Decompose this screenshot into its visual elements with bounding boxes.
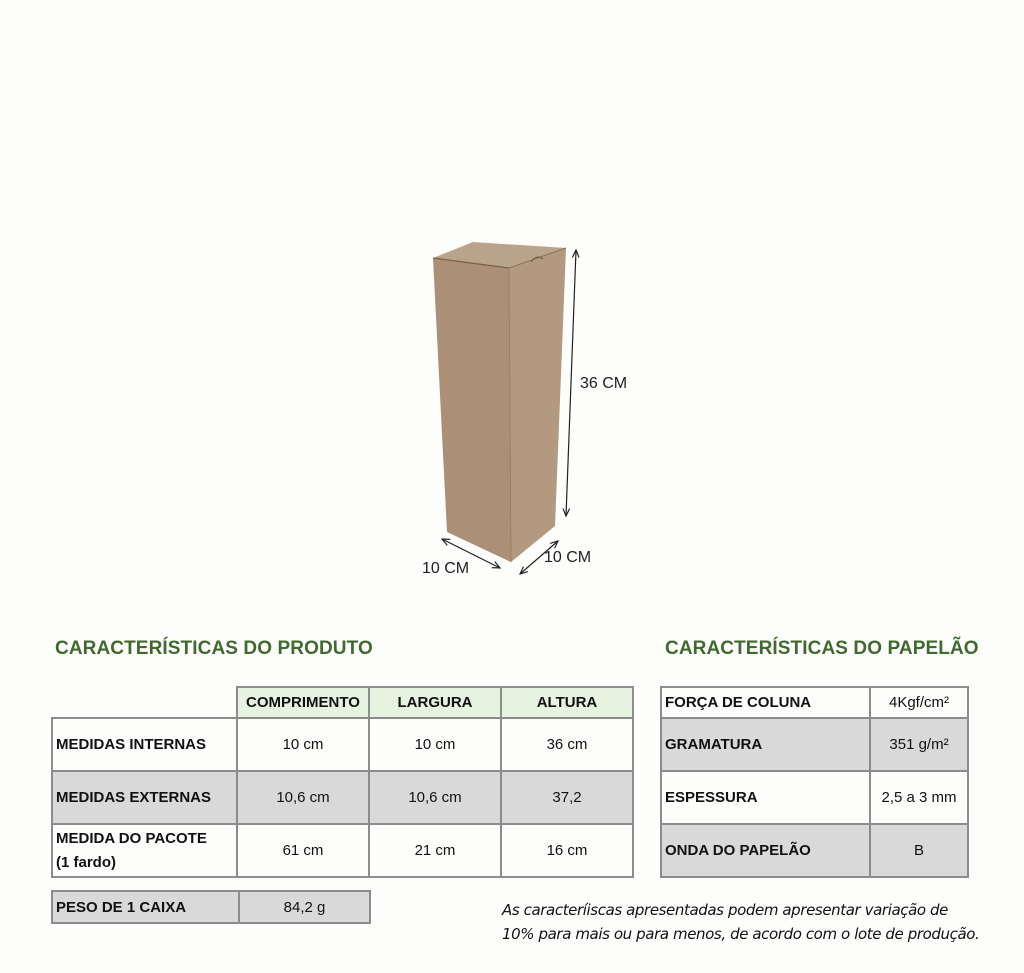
col-header-largura: LARGURA [369,687,501,718]
row-label: GRAMATURA [661,718,870,771]
table-row [661,687,968,718]
box-front-face [433,258,511,562]
weight-table [51,890,371,924]
table-row [52,718,633,771]
row-label: MEDIDAS EXTERNAS [52,771,237,824]
cell-value: 21 cm [369,824,501,877]
cell-value: 36 cm [501,718,633,771]
row-label-line2: (1 fardo) [56,853,116,871]
product-section-title: CARACTERÍSTICAS DO PRODUTO [55,638,373,659]
cell-value: 2,5 a 3 mm [870,771,968,824]
product-table [51,686,634,878]
cardboard-section-title: CARACTERÍSTICAS DO PAPELÃO [665,638,979,659]
height-label: 36 CM [580,375,628,392]
cell-value: 4Kgf/cm² [870,687,968,718]
cell-value: 16 cm [501,824,633,877]
box-side-face [509,248,566,562]
table-row [52,824,633,877]
disclaimer-note [502,898,1002,946]
width-right-label: 10 CM [544,549,592,566]
cell-value: 10,6 cm [369,771,501,824]
table-row [52,771,633,824]
height-dimension-line [566,250,576,516]
row-label: FORÇA DE COLUNA [661,687,870,718]
col-header-altura: ALTURA [501,687,633,718]
table-row [661,771,968,824]
cell-value: 37,2 [501,771,633,824]
weight-label: PESO DE 1 CAIXA [52,891,239,923]
row-label-line1: MEDIDA DO PACOTE [56,829,207,847]
cell-value: 10 cm [369,718,501,771]
row-label: ONDA DO PAPELÃO [661,824,870,877]
width-left-label: 10 CM [422,560,470,577]
col-header-comprimento: COMPRIMENTO [237,687,369,718]
cell-value: 10,6 cm [237,771,369,824]
table-row [661,824,968,877]
cell-value: 351 g/m² [870,718,968,771]
table-row [661,718,968,771]
note-line1: As caracteríiscas apresentadas podem apresentar variação de [502,901,948,919]
note-line2: 10% para mais ou para menos, de acordo com o lote de produção. [502,925,980,943]
cell-value: 61 cm [237,824,369,877]
row-label [52,824,237,877]
row-label: MEDIDAS INTERNAS [52,718,237,771]
cell-value: B [870,824,968,877]
weight-value: 84,2 g [239,891,370,923]
cell-value: 10 cm [237,718,369,771]
row-label: ESPESSURA [661,771,870,824]
cardboard-table [660,686,969,878]
